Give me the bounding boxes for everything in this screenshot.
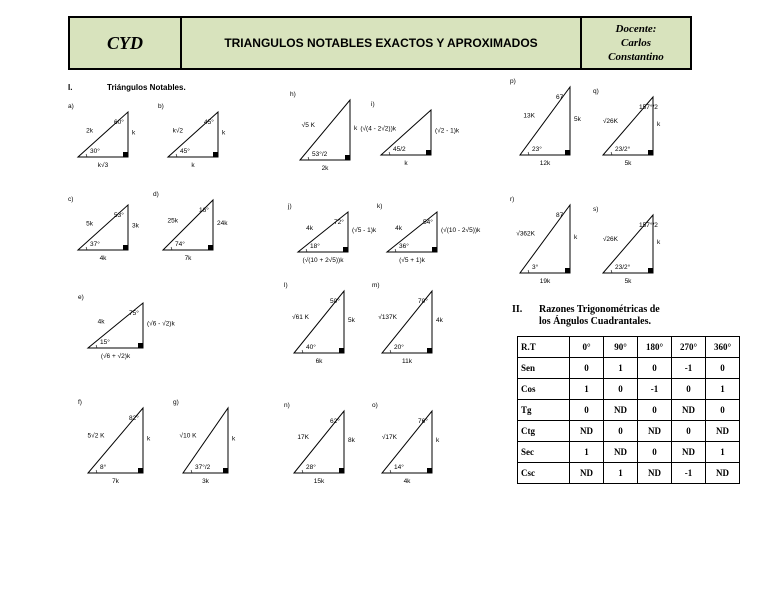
table-row [518,463,740,484]
triangle-j [298,212,348,252]
right-angle-mark [339,468,344,473]
table-cell: 0 [672,379,706,400]
hypotenuse-label: k√2 [172,127,183,135]
triangle-label: p) [510,78,516,85]
vertical-leg-label: 24k [217,220,228,227]
right-angle-mark [339,348,344,353]
right-angle-mark [345,155,350,160]
horizontal-leg-label: 5k [624,160,632,167]
horizontal-leg-label: 5k [624,278,632,285]
table-cell: 1 [570,442,604,463]
horizontal-leg-label: 11k [402,358,412,365]
header-cell: 270° [672,337,706,358]
table-cell: 0 [570,358,604,379]
triangle-label: d) [153,191,159,198]
right-angle-mark [123,245,128,250]
table-cell: ND [672,400,706,421]
right-angle-mark [123,152,128,157]
bottom-angle-label: 30° [90,148,100,155]
table-cell: ND [570,421,604,442]
table-row [518,379,740,400]
triangle-label: h) [290,91,296,98]
table-cell: ND [604,400,638,421]
hypotenuse-label: 4k [395,225,402,232]
top-angle-label: 87 [556,212,564,219]
hypotenuse-label: √26K [602,118,618,126]
table-cell: ND [570,463,604,484]
horizontal-leg-label: (√(10 + 2√5))k [302,257,344,264]
table-cell: 1 [706,379,740,400]
table-cell: ND [604,442,638,463]
vertical-leg-label: (√6 - √2)k [147,320,175,328]
right-angle-mark [223,468,228,473]
bottom-angle-label: 36° [399,243,409,250]
top-angle-label: 157°/2 [639,222,658,229]
triangle-label: i) [371,101,375,108]
vertical-leg-label: k [147,435,151,443]
row-name: Ctg [518,421,570,442]
horizontal-leg-label: 3k [202,478,209,485]
horizontal-leg-label: 7k [112,478,119,485]
top-angle-label: 72° [334,219,344,226]
hypotenuse-label: 17K [297,433,309,441]
hypotenuse-label: 2k [86,127,93,135]
table-cell: -1 [672,463,706,484]
docente-name-last: Constantino [608,51,664,63]
docente-label: Docente: [615,23,657,35]
table-cell: 1 [604,463,638,484]
hypotenuse-label: √5 K [301,122,315,129]
triangle-label: g) [173,399,179,406]
table-cell: ND [706,421,740,442]
table-cell: 0 [638,442,672,463]
bottom-angle-label: 8° [100,464,107,471]
bottom-angle-label: 28° [306,464,316,471]
header-cell: 90° [604,337,638,358]
horizontal-leg-label: k [191,162,195,169]
table-cell: 0 [604,421,638,442]
horizontal-leg-label: 19k [539,278,551,285]
vertical-leg-label: 4k [436,317,443,324]
triangle-i [381,110,431,155]
vertical-leg-label: k [222,129,226,137]
docente-name-first: Carlos [621,37,651,49]
row-name: Csc [518,463,570,484]
table-cell: 0 [706,400,740,421]
vertical-leg-label: k [574,234,578,241]
hypotenuse-label: √61 K [292,313,309,321]
table-cell: 0 [638,400,672,421]
triangle-label: b) [158,103,164,110]
vertical-leg-label: k [436,437,440,444]
table-cell: ND [672,442,706,463]
header-cell: 180° [638,337,672,358]
hypotenuse-label: √17K [381,433,397,441]
hypotenuse-label: 5√2 K [87,432,105,440]
table-cell: ND [706,463,740,484]
header-cell: 360° [706,337,740,358]
table-cell: 0 [570,400,604,421]
top-angle-label: 70° [418,298,428,305]
hypotenuse-label: (√(4 - 2√2))k [360,125,396,133]
vertical-leg-label: 5k [574,116,581,123]
horizontal-leg-label: k√3 [97,162,109,169]
horizontal-leg-label: 12k [539,160,551,167]
row-name: Cos [518,379,570,400]
triangle-label: n) [284,402,290,409]
horizontal-leg-label: 4k [403,478,411,485]
hypotenuse-label: √362K [516,230,535,238]
top-angle-label: 76° [418,418,428,425]
bottom-angle-label: 37°/2 [195,464,211,471]
table-row [518,400,740,421]
row-name: Tg [518,400,570,421]
table-cell: 0 [706,358,740,379]
triangle-label: l) [284,282,288,289]
right-angle-mark [427,348,432,353]
vertical-leg-label: 5k [348,317,355,324]
right-angle-mark [138,343,143,348]
triangle-label: j) [288,203,292,210]
bottom-angle-label: 53°/2 [312,151,328,158]
row-name: Sec [518,442,570,463]
bottom-angle-label: 23/2° [615,264,631,271]
top-angle-label: 16° [199,207,209,214]
section2-title-line1: Razones Trigonométricas de [539,304,660,315]
hypotenuse-label: 5k [86,220,93,228]
vertical-leg-label: k [657,239,661,246]
vertical-leg-label: k [354,125,358,132]
section2-number: II. [512,304,523,315]
table-cell: 0 [672,421,706,442]
trig-table [517,336,740,484]
page-title: TRIANGULOS NOTABLES EXACTOS Y APROXIMADOS [182,18,582,68]
triangle-label: f) [78,399,82,406]
vertical-leg-label: (√(10 - 2√5))k [441,227,481,234]
bottom-angle-label: 3° [532,264,539,271]
triangle-label: c) [68,196,74,203]
horizontal-leg-label: 4k [99,255,107,262]
vertical-leg-label: k [132,129,136,137]
bottom-angle-label: 14° [394,464,404,471]
right-angle-mark [138,468,143,473]
top-angle-label: 50° [330,298,340,305]
table-header-row [518,337,740,358]
bottom-angle-label: 18° [310,243,320,250]
bottom-angle-label: 37° [90,241,100,248]
table-cell: 1 [706,442,740,463]
right-angle-mark [213,152,218,157]
top-angle-label: 75° [129,310,139,317]
section2-title-line2: los Ángulos Cuadrantales. [539,316,651,327]
table-cell: -1 [672,358,706,379]
triangle-label: o) [372,402,378,409]
right-angle-mark [648,150,653,155]
vertical-leg-label: 3k [132,222,139,230]
bottom-angle-label: 15° [100,339,110,346]
logo: CYD [70,18,182,68]
triangle-k [387,212,437,252]
hypotenuse-label: 4k [97,318,105,326]
triangle-label: e) [78,294,84,301]
horizontal-leg-label: 6k [315,358,323,365]
right-angle-mark [565,150,570,155]
vertical-leg-label: k [232,435,236,443]
horizontal-leg-label: 7k [184,255,192,262]
bottom-angle-label: 20° [394,344,404,351]
table-cell: 1 [604,358,638,379]
hypotenuse-label: 4k [306,225,313,232]
bottom-angle-label: 45° [180,148,190,155]
top-angle-label: 67 [556,94,564,101]
hypotenuse-label: √26K [602,236,618,244]
top-angle-label: 54° [423,219,433,226]
table-cell: ND [638,421,672,442]
horizontal-leg-label: k [404,160,408,167]
header-cell: 0° [570,337,604,358]
table-cell: -1 [638,379,672,400]
table-row [518,358,740,379]
row-name: Sen [518,358,570,379]
table-row [518,421,740,442]
right-angle-mark [208,245,213,250]
table-row [518,442,740,463]
table-corner: R.T [518,337,570,358]
vertical-leg-label: (√5 - 1)k [352,227,377,234]
top-angle-label: 157°/2 [639,104,658,111]
horizontal-leg-label: (√5 + 1)k [399,257,425,264]
top-angle-label: 62° [330,418,340,425]
top-angle-label: 45° [204,119,214,126]
right-angle-mark [648,268,653,273]
triangle-label: k) [377,203,383,210]
triangle-label: s) [593,206,599,213]
triangle-label: a) [68,103,74,110]
section1-title: Triángulos Notables. [107,83,186,92]
table-cell: ND [638,463,672,484]
table-cell: 1 [570,379,604,400]
section1-number: I. [68,83,73,92]
hypotenuse-label: 25k [167,217,178,225]
right-angle-mark [565,268,570,273]
top-angle-label: 82° [129,415,139,422]
vertical-leg-label: (√2 - 1)k [435,127,460,135]
top-angle-label: 60° [114,119,124,126]
bottom-angle-label: 23° [532,146,542,153]
vertical-leg-label: 8k [348,437,355,444]
triangle-label: m) [372,282,380,289]
triangle-label: q) [593,88,599,95]
vertical-leg-label: k [657,121,661,128]
top-angle-label: 53° [114,212,124,219]
triangle-label: r) [510,196,515,203]
hypotenuse-label: √137K [378,313,397,321]
bottom-angle-label: 74° [175,241,185,248]
horizontal-leg-label: (√6 + √2)k [100,353,131,360]
horizontal-leg-label: 2k [321,165,329,172]
right-angle-mark [432,247,437,252]
horizontal-leg-label: 15k [313,478,325,485]
bottom-angle-label: 23/2° [615,146,631,153]
hypotenuse-label: √10 K [179,432,197,440]
right-angle-mark [426,150,431,155]
bottom-angle-label: 45/2 [393,146,406,153]
table-cell: 0 [604,379,638,400]
right-angle-mark [427,468,432,473]
hypotenuse-label: 13K [523,112,535,120]
bottom-angle-label: 40° [306,344,316,351]
right-angle-mark [343,247,348,252]
table-cell: 0 [638,358,672,379]
